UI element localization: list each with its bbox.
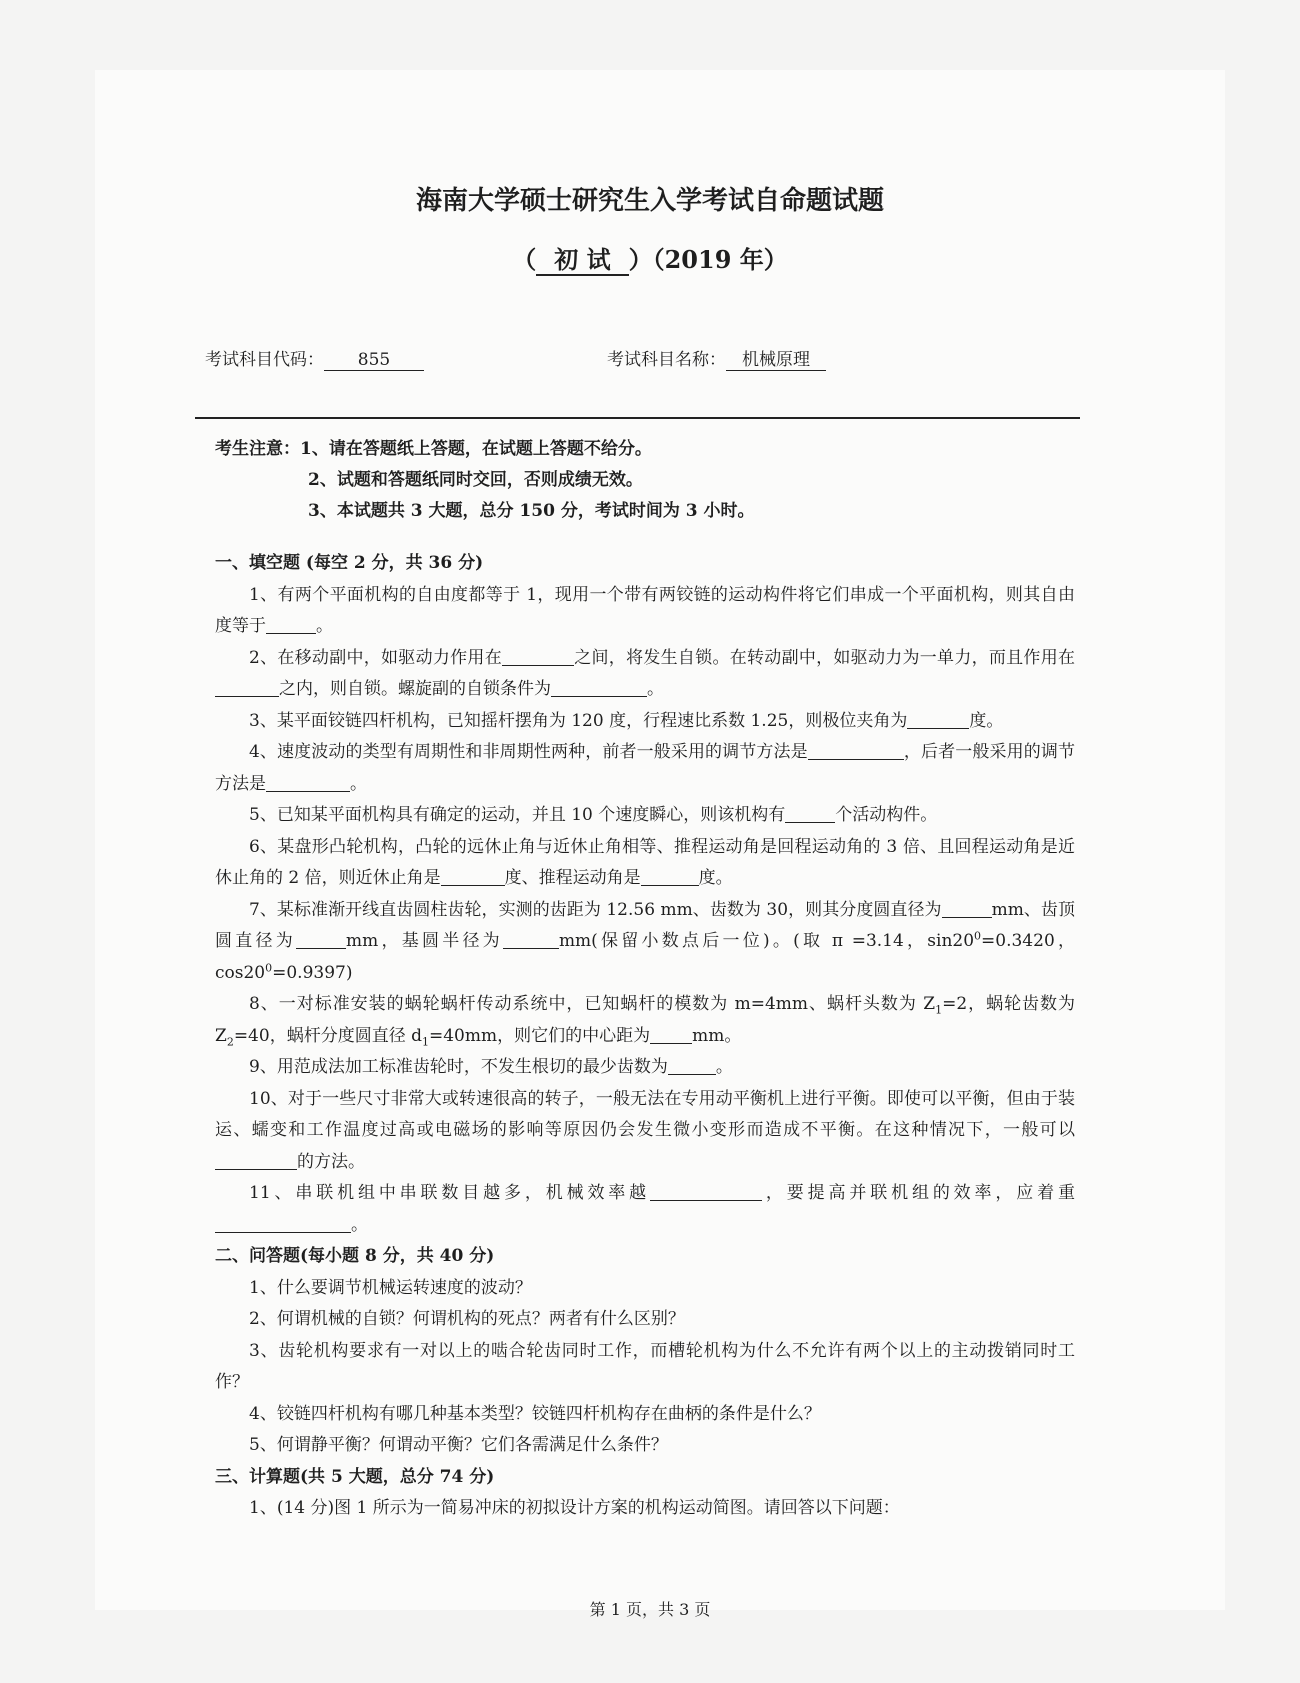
question-text: 4、速度波动的类型有周期性和非周期性两种，前者一般采用的调节方法是 [249,742,808,762]
note-item: 2、试题和答题纸同时交回，否则成绩无效。 [308,470,643,490]
answer-blank [503,931,559,949]
superscript: 0 [974,929,982,943]
answer-blank [650,1026,692,1044]
question-text: 11、串联机组中串联数目越多，机械效率越 [249,1183,651,1203]
question-text: 之间，将发生自锁。在转动副中，如驱动力为一单力，而且作用在 [573,647,1075,668]
question-text: ，后者一般采用的调节方法是 [215,742,1075,794]
subject-code-row [205,345,424,371]
section-3-heading: 三、计算题(共 5 大题，总分 74 分) [215,1466,495,1487]
question-text: 度。 [969,710,1004,731]
question-1-8 [215,989,1075,1052]
subject-name-row [607,345,826,371]
answer-blank [907,711,969,729]
answer-blank [641,868,699,886]
note-item: 1、请在答题纸上答题，在试题上答题不给分。 [300,439,652,459]
question-text: 3、某平面铰链四杆机构，已知摇杆摆角为 120 度，行程速比系数 1.25，则极位夹角为 [249,710,908,731]
question-text: mm，基圆半径为 [345,931,503,951]
question-text: =40mm，则它们的中心距为 [428,1025,651,1046]
question-text: 7、某标准渐开线直齿圆柱齿轮，实测的齿距为 12.56 mm、齿数为 30，则其分度圆直径为 [249,899,942,920]
answer-blank [296,931,346,949]
subscript: 1 [935,1003,943,1017]
header-divider [195,417,1080,419]
superscript: 0 [265,960,273,974]
exam-title: 海南大学硕士研究生入学考试自命题试题 [415,186,884,216]
question-1-10 [215,1084,1075,1179]
question-2-3: 3、齿轮机构要求有一对以上的啮合轮齿同时工作，而槽轮机构为什么不允许有两个以上的主动拨销同时工作？ [215,1340,1075,1392]
question-1-9 [215,1052,1075,1084]
answer-blank [502,648,574,666]
answer-blank [650,1183,762,1201]
question-2-1: 1、什么要调节机械运转速度的波动？ [249,1277,532,1298]
question-text: 。 [316,616,333,636]
subject-name-label: 考试科目名称： [607,350,726,370]
answer-blank [551,679,647,697]
question-1-4 [215,737,1075,800]
section-2-heading: 二、问答题(每小题 8 分，共 40 分) [215,1246,495,1266]
answer-blank [215,1152,297,1170]
question-text: 的方法。 [297,1151,365,1172]
question-1-11 [215,1178,1075,1241]
question-text: mm。 [692,1025,742,1046]
question-1-6 [215,832,1075,895]
answer-blank [808,742,904,760]
exam-type: 初 试 [536,245,628,276]
question-text: mm(保留小数点后一位)。(取 π =3.14，sin20 [558,931,975,951]
question-text: =0.3420，cos20 [215,931,1076,983]
question-text: 8、一对标准安装的蜗轮蜗杆传动系统中，已知蜗杆的模数为 m=4mm、蜗杆头数为 Z [249,994,936,1014]
question-1-7 [215,895,1075,990]
exam-type-open: （ [512,245,537,274]
question-text: 。 [715,1057,733,1077]
answer-blank [215,679,279,697]
question-text: ，要提高并联机组的效率，应着重 [762,1183,1075,1203]
answer-blank [441,868,505,886]
question-text: 。 [351,1214,368,1235]
question-text: 10、对于一些尺寸非常大或转速很高的转子，一般无法在专用动平衡机上进行平衡。即使可以平衡，但由于装运、蠕变和工作温度过高或电磁场的影响等原因仍会发生微小变形而造成不平衡。在这种情况下，一般可以 [215,1088,1075,1140]
subject-code-value: 855 [324,350,424,371]
answer-blank [942,900,992,918]
subject-code-label: 考试科目代码： [205,350,324,370]
question-2-2: 2、何谓机械的自锁？何谓机构的死点？两者有什么区别？ [249,1309,685,1329]
subscript: 1 [421,1034,429,1048]
question-text: 度。 [698,868,733,888]
question-text: 9、用范成法加工标准齿轮时，不发生根切的最少齿数为 [249,1057,668,1077]
question-1-2 [215,643,1075,706]
question-1-5 [215,800,1075,832]
subject-name-value: 机械原理 [726,345,826,371]
answer-blank [785,805,835,823]
question-text: 度、推程运动角是 [504,868,641,888]
question-text: 6、某盘形凸轮机构，凸轮的远休止角与近休止角相等、推程运动角是回程运动角的 3 倍、且回程运动角是近休止角的 2 倍，则近休止角是 [215,836,1075,888]
question-text: 。 [647,679,664,699]
exam-type-close: ） [628,245,653,274]
subscript: 2 [226,1034,234,1048]
answer-blank [668,1057,716,1075]
page-number: 第 1 页，共 3 页 [589,1600,711,1619]
question-1-3 [215,706,1075,738]
question-text: 之内，则自锁。螺旋副的自锁条件为 [279,679,551,699]
answer-blank [266,616,316,634]
exam-content [215,548,1075,1525]
question-text: 。 [350,773,367,794]
exam-year: （2019 年） [652,245,788,274]
question-text: =2，蜗轮齿数为 Z [215,994,1076,1046]
question-2-5: 5、何谓静平衡？何谓动平衡？它们各需满足什么条件？ [249,1435,668,1455]
answer-blank [215,1215,351,1233]
question-2-4: 4、铰链四杆机构有哪几种基本类型？铰链四杆机构存在曲柄的条件是什么？ [249,1403,821,1424]
question-text: 个活动构件。 [835,805,938,825]
notes-label: 考生注意： [215,439,300,459]
question-text: =0.9397) [272,962,353,983]
answer-blank [266,774,350,792]
question-text: 5、已知某平面机构具有确定的运动，并且 10 个速度瞬心，则该机构有 [249,805,786,825]
question-text: 1、有两个平面机构的自由度都等于 1，现用一个带有两铰链的运动构件将它们串成一个平面机构，则其自由度等于 [215,584,1075,636]
note-item: 3、本试题共 3 大题，总分 150 分，考试时间为 3 小时。 [308,501,755,521]
question-text: 2、在移动副中，如驱动力作用在 [249,647,502,668]
section-1-heading: 一、填空题 (每空 2 分，共 36 分) [215,553,484,573]
question-1-1 [215,580,1075,643]
candidate-notes [215,434,754,527]
question-text: mm、齿顶圆直径为 [215,899,1075,951]
question-3-1: 1、(14 分)图 1 所示为一简易冲床的初拟设计方案的机构运动简图。请回答以下问题： [249,1498,900,1518]
exam-subtitle [0,240,1300,275]
question-text: =40，蜗杆分度圆直径 d [233,1025,422,1046]
